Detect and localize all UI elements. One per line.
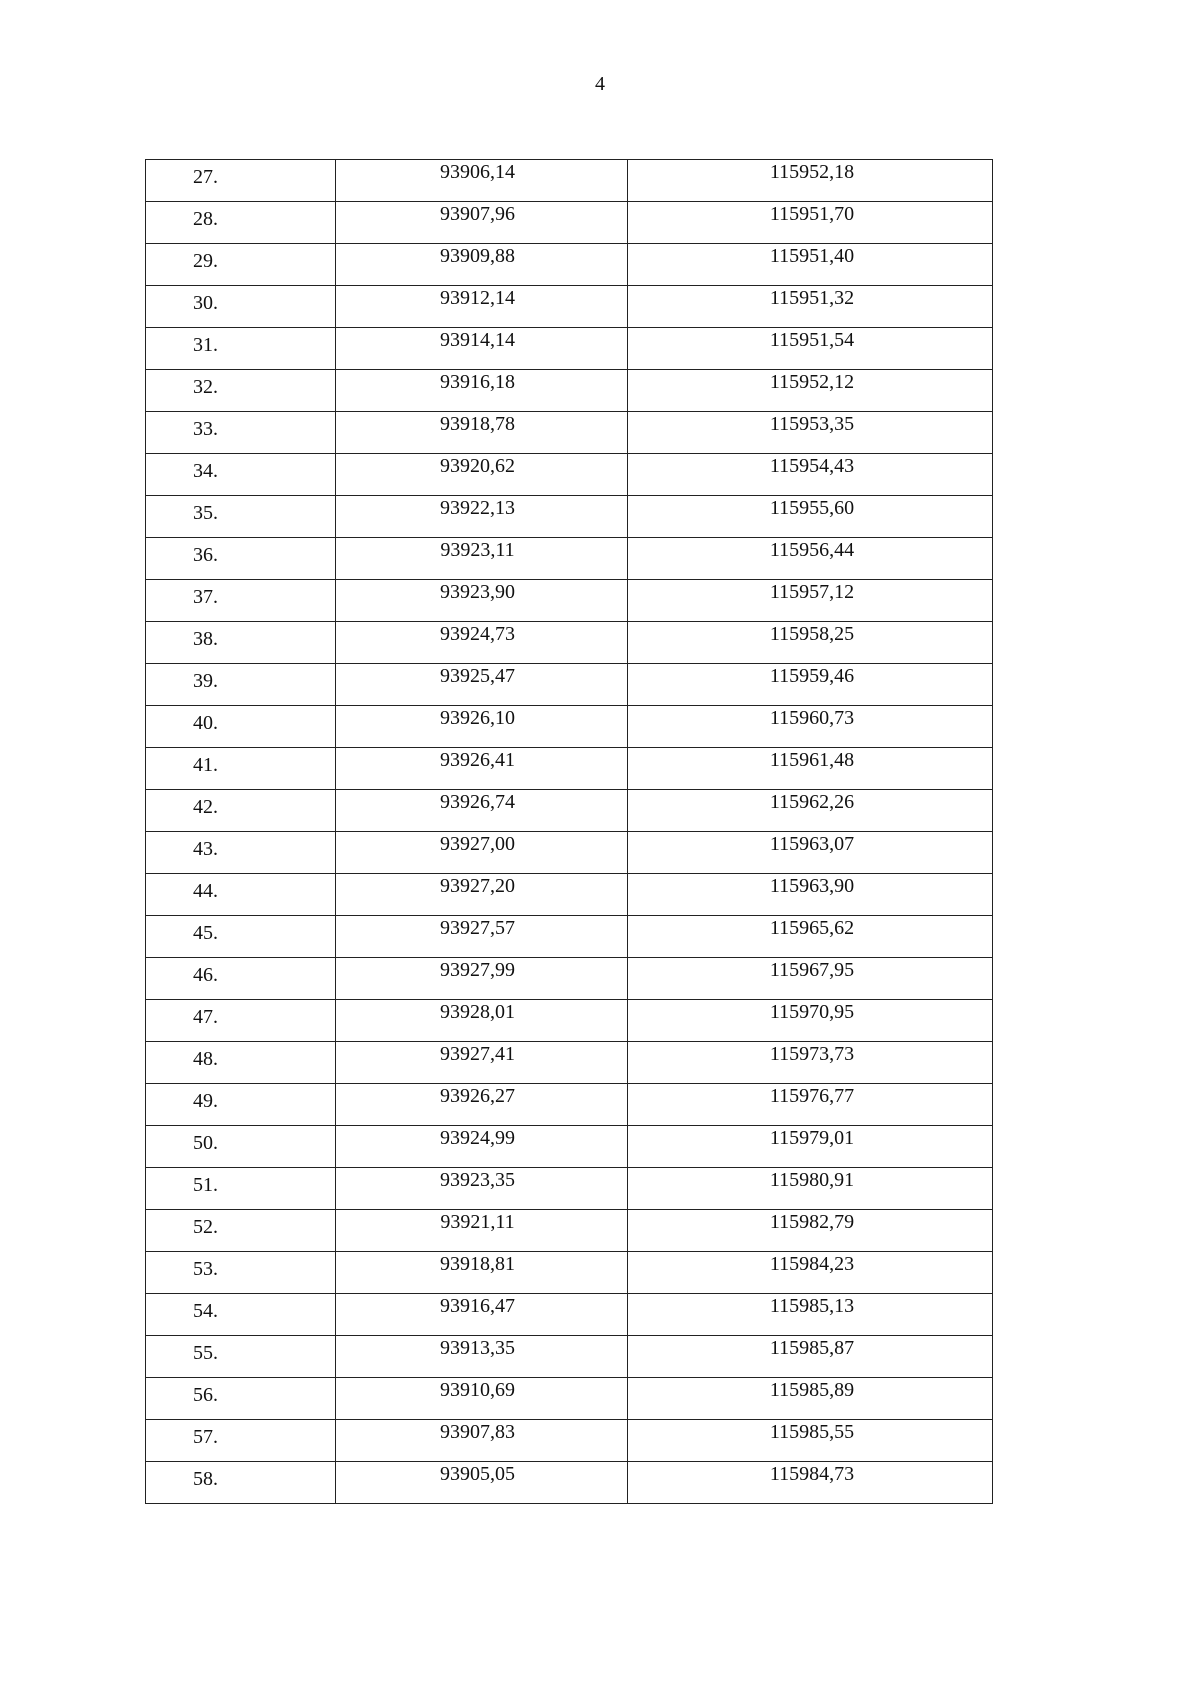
x-coordinate-text: 93906,14 [440, 161, 515, 183]
table-row [146, 958, 993, 1000]
x-coordinate-text: 93924,73 [440, 623, 515, 645]
y-coordinate-text: 115985,55 [769, 1421, 855, 1443]
x-coordinate-cell [336, 286, 628, 328]
x-coordinate-cell [336, 1252, 628, 1294]
table-row [146, 1210, 993, 1252]
x-coordinate-text: 93912,14 [440, 287, 515, 309]
y-coordinate-text: 115984,23 [769, 1253, 855, 1275]
x-coordinate-cell [336, 580, 628, 622]
point-number-text: 48. [193, 1048, 218, 1070]
y-coordinate-text: 115953,35 [769, 413, 855, 435]
x-coordinate-text: 93927,99 [440, 959, 515, 981]
x-coordinate-cell [336, 538, 628, 580]
y-coordinate-text: 115963,07 [769, 833, 855, 855]
y-coordinate-cell [628, 832, 993, 874]
point-number-text: 47. [193, 1006, 218, 1028]
point-number-cell [146, 1126, 336, 1168]
y-coordinate-text: 115951,70 [769, 203, 855, 225]
y-coordinate-cell [628, 370, 993, 412]
x-coordinate-text: 93923,11 [440, 539, 515, 561]
y-coordinate-cell [628, 286, 993, 328]
table-row [146, 874, 993, 916]
x-coordinate-cell [336, 1420, 628, 1462]
point-number-text: 36. [193, 544, 218, 566]
y-coordinate-text: 115959,46 [769, 665, 855, 687]
y-coordinate-cell [628, 160, 993, 202]
y-coordinate-text: 115982,79 [769, 1211, 855, 1233]
x-coordinate-cell [336, 1336, 628, 1378]
x-coordinate-cell [336, 664, 628, 706]
x-coordinate-cell [336, 370, 628, 412]
point-number-text: 30. [193, 292, 218, 314]
y-coordinate-text: 115979,01 [769, 1127, 855, 1149]
point-number-text: 34. [193, 460, 218, 482]
x-coordinate-text: 93926,41 [440, 749, 515, 771]
x-coordinate-text: 93927,00 [440, 833, 515, 855]
y-coordinate-cell [628, 202, 993, 244]
y-coordinate-text: 115976,77 [769, 1085, 855, 1107]
table-row [146, 412, 993, 454]
point-number-text: 39. [193, 670, 218, 692]
table-row [146, 622, 993, 664]
x-coordinate-text: 93927,41 [440, 1043, 515, 1065]
y-coordinate-text: 115984,73 [769, 1463, 855, 1485]
table-row [146, 1084, 993, 1126]
point-number-text: 53. [193, 1258, 218, 1280]
y-coordinate-cell [628, 874, 993, 916]
point-number-cell [146, 1462, 336, 1504]
y-coordinate-cell [628, 1084, 993, 1126]
x-coordinate-text: 93926,74 [440, 791, 515, 813]
table-row [146, 286, 993, 328]
point-number-cell [146, 1168, 336, 1210]
y-coordinate-text: 115985,89 [769, 1379, 855, 1401]
table-row [146, 916, 993, 958]
point-number-cell [146, 1084, 336, 1126]
point-number-text: 28. [193, 208, 218, 230]
y-coordinate-cell [628, 1336, 993, 1378]
point-number-text: 27. [193, 166, 218, 188]
y-coordinate-cell [628, 244, 993, 286]
table-row [146, 244, 993, 286]
y-coordinate-cell [628, 1294, 993, 1336]
y-coordinate-text: 115970,95 [769, 1001, 855, 1023]
point-number-cell [146, 874, 336, 916]
point-number-cell [146, 1210, 336, 1252]
y-coordinate-cell [628, 958, 993, 1000]
table-row [146, 706, 993, 748]
y-coordinate-cell [628, 748, 993, 790]
point-number-cell [146, 790, 336, 832]
y-coordinate-text: 115961,48 [769, 749, 855, 771]
y-coordinate-cell [628, 1126, 993, 1168]
x-coordinate-text: 93927,20 [440, 875, 515, 897]
x-coordinate-cell [336, 202, 628, 244]
y-coordinate-text: 115957,12 [769, 581, 855, 603]
x-coordinate-cell [336, 832, 628, 874]
y-coordinate-cell [628, 328, 993, 370]
x-coordinate-cell [336, 706, 628, 748]
y-coordinate-cell [628, 706, 993, 748]
point-number-cell [146, 1252, 336, 1294]
x-coordinate-cell [336, 1294, 628, 1336]
point-number-cell [146, 286, 336, 328]
x-coordinate-text: 93916,47 [440, 1295, 515, 1317]
table-row [146, 496, 993, 538]
y-coordinate-cell [628, 790, 993, 832]
x-coordinate-text: 93925,47 [440, 665, 515, 687]
x-coordinate-cell [336, 748, 628, 790]
x-coordinate-text: 93920,62 [440, 455, 515, 477]
point-number-text: 58. [193, 1468, 218, 1490]
point-number-text: 38. [193, 628, 218, 650]
y-coordinate-cell [628, 1168, 993, 1210]
y-coordinate-text: 115960,73 [769, 707, 855, 729]
point-number-cell [146, 328, 336, 370]
point-number-text: 41. [193, 754, 218, 776]
point-number-text: 44. [193, 880, 218, 902]
table-row [146, 1294, 993, 1336]
x-coordinate-cell [336, 412, 628, 454]
point-number-text: 50. [193, 1132, 218, 1154]
point-number-text: 35. [193, 502, 218, 524]
table-row [146, 538, 993, 580]
x-coordinate-cell [336, 454, 628, 496]
x-coordinate-cell [336, 1378, 628, 1420]
x-coordinate-text: 93916,18 [440, 371, 515, 393]
point-number-cell [146, 622, 336, 664]
x-coordinate-cell [336, 328, 628, 370]
x-coordinate-text: 93918,78 [440, 413, 515, 435]
table-row [146, 748, 993, 790]
y-coordinate-text: 115967,95 [769, 959, 855, 981]
point-number-cell [146, 1378, 336, 1420]
point-number-cell [146, 1000, 336, 1042]
y-coordinate-text: 115951,40 [769, 245, 855, 267]
x-coordinate-cell [336, 790, 628, 832]
y-coordinate-cell [628, 1420, 993, 1462]
point-number-text: 51. [193, 1174, 218, 1196]
x-coordinate-cell [336, 1042, 628, 1084]
table-row [146, 1000, 993, 1042]
x-coordinate-text: 93910,69 [440, 1379, 515, 1401]
coordinates-table [145, 159, 993, 1504]
y-coordinate-cell [628, 454, 993, 496]
y-coordinate-text: 115985,13 [769, 1295, 855, 1317]
table-row [146, 1462, 993, 1504]
y-coordinate-cell [628, 496, 993, 538]
x-coordinate-text: 93928,01 [440, 1001, 515, 1023]
coordinates-table-body [146, 160, 993, 1504]
x-coordinate-cell [336, 958, 628, 1000]
point-number-text: 33. [193, 418, 218, 440]
x-coordinate-cell [336, 916, 628, 958]
y-coordinate-text: 115952,18 [769, 161, 855, 183]
y-coordinate-text: 115973,73 [769, 1043, 855, 1065]
x-coordinate-cell [336, 874, 628, 916]
point-number-cell [146, 496, 336, 538]
y-coordinate-cell [628, 1000, 993, 1042]
table-row [146, 580, 993, 622]
point-number-cell [146, 160, 336, 202]
point-number-cell [146, 412, 336, 454]
table-row [146, 790, 993, 832]
y-coordinate-text: 115962,26 [769, 791, 855, 813]
point-number-text: 42. [193, 796, 218, 818]
x-coordinate-text: 93914,14 [440, 329, 515, 351]
y-coordinate-cell [628, 1042, 993, 1084]
x-coordinate-cell [336, 1210, 628, 1252]
point-number-cell [146, 1336, 336, 1378]
point-number-cell [146, 1420, 336, 1462]
y-coordinate-text: 115952,12 [769, 371, 855, 393]
x-coordinate-cell [336, 496, 628, 538]
x-coordinate-text: 93907,96 [440, 203, 515, 225]
table-row [146, 1168, 993, 1210]
point-number-cell [146, 580, 336, 622]
y-coordinate-cell [628, 1252, 993, 1294]
y-coordinate-cell [628, 622, 993, 664]
x-coordinate-text: 93913,35 [440, 1337, 515, 1359]
point-number-text: 43. [193, 838, 218, 860]
point-number-text: 57. [193, 1426, 218, 1448]
table-row [146, 328, 993, 370]
y-coordinate-text: 115955,60 [769, 497, 855, 519]
point-number-cell [146, 1294, 336, 1336]
point-number-text: 32. [193, 376, 218, 398]
y-coordinate-cell [628, 1210, 993, 1252]
point-number-cell [146, 664, 336, 706]
table-row [146, 202, 993, 244]
point-number-cell [146, 202, 336, 244]
y-coordinate-text: 115954,43 [769, 455, 855, 477]
x-coordinate-text: 93905,05 [440, 1463, 515, 1485]
y-coordinate-text: 115951,54 [769, 329, 855, 351]
table-row [146, 1336, 993, 1378]
x-coordinate-text: 93918,81 [440, 1253, 515, 1275]
table-row [146, 1126, 993, 1168]
point-number-text: 45. [193, 922, 218, 944]
y-coordinate-cell [628, 538, 993, 580]
y-coordinate-cell [628, 580, 993, 622]
point-number-cell [146, 958, 336, 1000]
table-row [146, 1378, 993, 1420]
x-coordinate-cell [336, 1084, 628, 1126]
point-number-text: 46. [193, 964, 218, 986]
table-row [146, 454, 993, 496]
point-number-cell [146, 916, 336, 958]
x-coordinate-cell [336, 622, 628, 664]
x-coordinate-text: 93926,27 [440, 1085, 515, 1107]
y-coordinate-cell [628, 1462, 993, 1504]
table-row [146, 1042, 993, 1084]
x-coordinate-text: 93922,13 [440, 497, 515, 519]
y-coordinate-text: 115985,87 [769, 1337, 855, 1359]
y-coordinate-cell [628, 1378, 993, 1420]
y-coordinate-text: 115956,44 [769, 539, 855, 561]
y-coordinate-text: 115980,91 [769, 1169, 855, 1191]
y-coordinate-text: 115963,90 [769, 875, 855, 897]
point-number-cell [146, 706, 336, 748]
x-coordinate-text: 93923,35 [440, 1169, 515, 1191]
table-row [146, 370, 993, 412]
y-coordinate-cell [628, 412, 993, 454]
y-coordinate-cell [628, 916, 993, 958]
x-coordinate-cell [336, 1168, 628, 1210]
point-number-text: 55. [193, 1342, 218, 1364]
page-number: 4 [595, 73, 605, 95]
point-number-text: 56. [193, 1384, 218, 1406]
table-row [146, 832, 993, 874]
point-number-cell [146, 370, 336, 412]
y-coordinate-text: 115951,32 [769, 287, 855, 309]
point-number-cell [146, 1042, 336, 1084]
point-number-cell [146, 244, 336, 286]
x-coordinate-text: 93927,57 [440, 917, 515, 939]
point-number-cell [146, 748, 336, 790]
table-row [146, 160, 993, 202]
point-number-cell [146, 832, 336, 874]
x-coordinate-text: 93907,83 [440, 1421, 515, 1443]
x-coordinate-text: 93926,10 [440, 707, 515, 729]
x-coordinate-text: 93921,11 [440, 1211, 515, 1233]
point-number-text: 37. [193, 586, 218, 608]
x-coordinate-cell [336, 160, 628, 202]
x-coordinate-text: 93909,88 [440, 245, 515, 267]
x-coordinate-cell [336, 1000, 628, 1042]
x-coordinate-text: 93924,99 [440, 1127, 515, 1149]
x-coordinate-text: 93923,90 [440, 581, 515, 603]
x-coordinate-cell [336, 1462, 628, 1504]
point-number-cell [146, 454, 336, 496]
point-number-text: 29. [193, 250, 218, 272]
x-coordinate-cell [336, 1126, 628, 1168]
table-row [146, 1420, 993, 1462]
point-number-text: 31. [193, 334, 218, 356]
point-number-cell [146, 538, 336, 580]
y-coordinate-cell [628, 664, 993, 706]
point-number-text: 49. [193, 1090, 218, 1112]
y-coordinate-text: 115958,25 [769, 623, 855, 645]
y-coordinate-text: 115965,62 [769, 917, 855, 939]
point-number-text: 52. [193, 1216, 218, 1238]
table-row [146, 1252, 993, 1294]
point-number-text: 40. [193, 712, 218, 734]
point-number-text: 54. [193, 1300, 218, 1322]
x-coordinate-cell [336, 244, 628, 286]
table-row [146, 664, 993, 706]
